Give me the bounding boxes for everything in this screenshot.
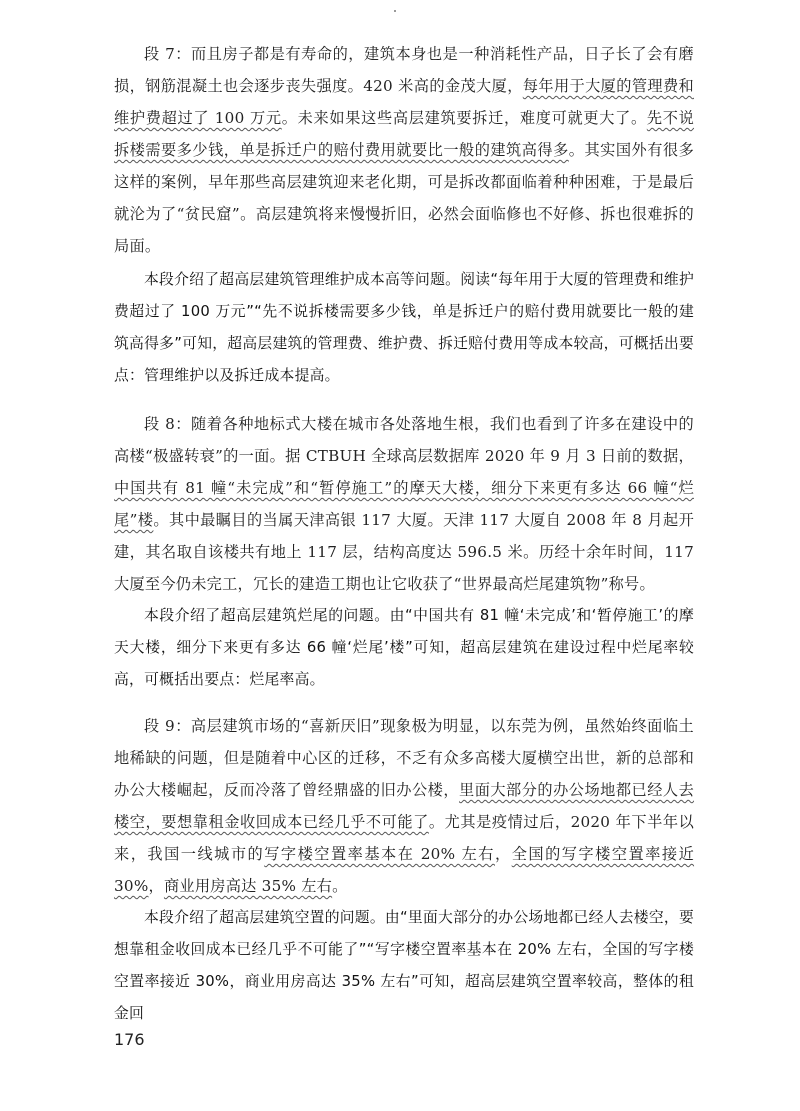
analysis-8-text: 本段介绍了超高层建筑烂尾的问题。由“中国共有 81 幢‘未完成’和‘暂停施工’的摩天大楼，细分下来更有多达 66 幢‘烂尾’楼”可知，超高层建筑在建设过程中烂尾率较高，可概括出要点：烂尾率高。 — [114, 607, 694, 688]
analysis-9 — [114, 902, 694, 1030]
text-run: 段 9：高层建筑市场的“喜新厌旧”现象极为明显，以东莞为例，虽然始终面临土地稀缺的问题，但是随着中心区的迁移，不乏有众多高楼大厦横空出世，新的总部和办公大楼崛起，反而冷落了曾经鼎盛的旧办公楼， — [114, 717, 694, 799]
analysis-8 — [114, 600, 694, 696]
paragraph-8-text — [114, 408, 694, 600]
text-run: 。其实国外有很多这样的案例，早年那些高层建筑迎来老化期，可是拆改都面临着种种困难，于是最后就沦为了“贫民窟”。高层建筑将来慢慢折旧，必然会面临修也不好修、拆也很难拆的局面。 — [114, 141, 695, 255]
analysis-7 — [114, 264, 694, 392]
wavy-underline-text: 全国的写字楼空置率接近 30% — [114, 845, 695, 895]
paragraph-7-text — [114, 38, 694, 262]
wavy-underline-text: 先不说拆楼需要多少钱，单是拆迁户的赔付费用就要比一般的建筑高得多 — [114, 109, 695, 159]
text-run: 。其中最瞩目的当属天津高银 117 大厦。天津 117 大厦自 2008 年 8 月起开建，其名取自该楼共有地上 117 层，结构高度达 596.5 米。历经十余年时间，117 大厦至今仍未完工，冗长的建造工期也让它收获了“世界最高烂尾建筑物”称号。 — [114, 511, 695, 593]
wavy-underline-text: 商业用房高达 35% 左右 — [163, 877, 333, 895]
paragraph-7 — [114, 38, 694, 262]
text-run: 。未来如果这些高层建筑要拆迁，难度可就更大了。 — [281, 109, 647, 127]
wavy-underline-text: 里面大部分的办公场地都已经人去楼空，要想靠租金收回成本已经几乎不可能了 — [114, 781, 695, 831]
text-run: 段 7：而且房子都是有寿命的，建筑本身也是一种消耗性产品，日子长了会有磨损，钢筋混凝土也会逐步丧失强度。420 米高的金茂大厦， — [114, 45, 694, 95]
paragraph-9 — [114, 710, 694, 902]
text-run: 。尤其是疫情过后，2020 年下半年以来，我国一线城市的 — [114, 813, 695, 863]
text-run: 。 — [332, 877, 348, 895]
paragraph-8 — [114, 408, 694, 600]
wavy-underline-text: 写字楼空置率基本在 20% 左右 — [264, 845, 495, 863]
text-run: ， — [148, 877, 164, 895]
paragraph-9-text — [114, 710, 694, 902]
analysis-7-text: 本段介绍了超高层建筑管理维护成本高等问题。阅读“每年用于大厦的管理费和维护费超过了 100 万元”“先不说拆楼需要多少钱，单是拆迁户的赔付费用就要比一般的建筑高得多”可知，超高层建筑的管理费、维护费、拆迁赔付费用等成本较高，可概括出要点：管理维护以及拆迁成本提高。 — [114, 271, 694, 384]
analysis-9-text: 本段介绍了超高层建筑空置的问题。由“里面大部分的办公场地都已经人去楼空，要想靠租金收回成本已经几乎不可能了”“写字楼空置率基本在 20% 左右，全国的写字楼空置率接近 30%，商业用房高达 35% 左右”可知，超高层建筑空置率较高，整体的租金回 — [114, 909, 694, 1022]
wavy-underline-text: 中国共有 81 幢“未完成”和“暂停施工”的摩天大楼，细分下来更有多达 66 幢“烂尾”楼 — [114, 479, 694, 529]
wavy-underline-text: 每年用于大厦的管理费和维护费超过了 100 万元 — [114, 77, 694, 127]
text-run: ， — [494, 845, 512, 863]
page-number: 176 — [114, 1030, 145, 1049]
scan-mark — [394, 10, 396, 12]
text-run: 段 8：随着各种地标式大楼在城市各处落地生根，我们也看到了许多在建设中的高楼“极盛转衰”的一面。据 CTBUH 全球高层数据库 2020 年 9 月 3 日前的数据， — [114, 415, 694, 465]
